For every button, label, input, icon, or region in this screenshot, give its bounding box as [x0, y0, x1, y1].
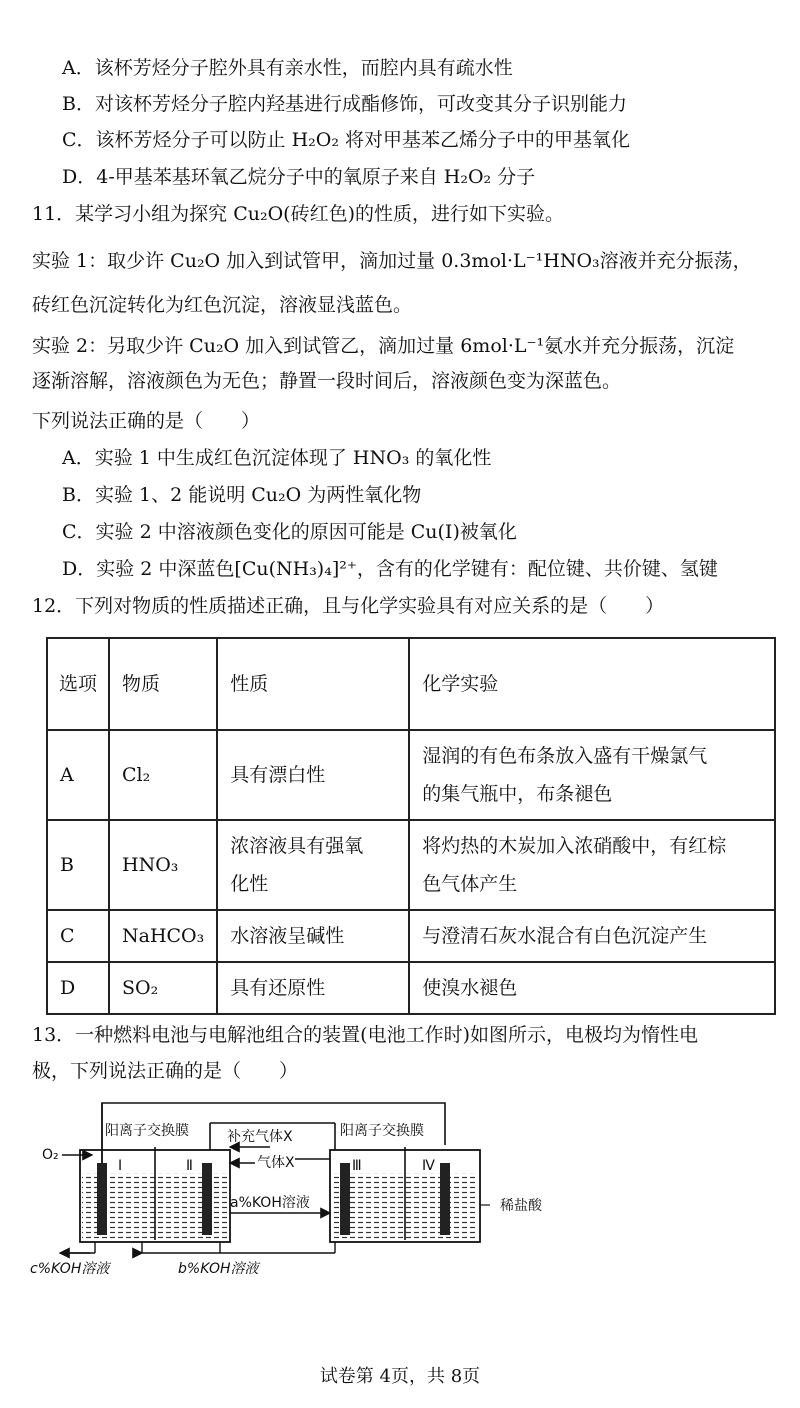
- membrane-label-right: 阳离子交换膜: [340, 1123, 424, 1139]
- row-option: B: [47, 820, 109, 910]
- q12-stem: 12．下列对物质的性质描述正确，且与化学实验具有对应关系的是（ ）: [32, 595, 665, 617]
- q11-option-c: C．实验 2 中溶液颜色变化的原因可能是 Cu(Ⅰ)被氧化: [62, 521, 517, 543]
- header-substance: 物质: [109, 638, 217, 730]
- q11-exp1-line2: 砖红色沉淀转化为红色沉淀，溶液显浅蓝色。: [32, 294, 413, 316]
- row-substance: Cl₂: [109, 730, 217, 820]
- row-substance: SO₂: [109, 962, 217, 1014]
- q13-stem-line1: 13．一种燃料电池与电解池组合的装置(电池工作时)如图所示，电极均为惰性电: [32, 1024, 699, 1046]
- b-koh-label: b%KOH溶液: [178, 1261, 259, 1277]
- table-row: [47, 820, 775, 910]
- header-experiment: 化学实验: [409, 638, 775, 730]
- row-experiment-line2: 的集气瓶中，布条褪色: [422, 783, 613, 805]
- cell-1-label: Ⅰ: [118, 1158, 123, 1174]
- table-row: [47, 910, 775, 962]
- q12-table: [46, 637, 776, 1015]
- cell-3-label: Ⅲ: [352, 1158, 362, 1174]
- q11-option-b: B．实验 1、2 能说明 Cu₂O 为两性氧化物: [62, 484, 422, 506]
- gas-x-label: 气体X: [257, 1155, 295, 1171]
- row-option: D: [47, 962, 109, 1014]
- row-experiment: [409, 730, 775, 820]
- row-property-line1: 浓溶液具有强氧: [230, 835, 364, 857]
- table-row: [47, 730, 775, 820]
- electrode-2: [202, 1163, 212, 1235]
- q10-option-d: D．4-甲基苯基环氧乙烷分子中的氧原子来自 H₂O₂ 分子: [62, 166, 536, 188]
- electrode-3: [340, 1163, 350, 1235]
- row-option: A: [47, 730, 109, 820]
- c-koh-label: c%KOH溶液: [30, 1261, 110, 1277]
- a-koh-label: a%KOH溶液: [230, 1195, 310, 1211]
- electrode-1: [97, 1163, 107, 1235]
- q11-question: 下列说法正确的是（ ）: [32, 410, 261, 432]
- row-experiment: 与澄清石灰水混合有白色沉淀产生: [409, 910, 775, 962]
- q13-stem-line2: 极，下列说法正确的是（ ）: [32, 1060, 299, 1082]
- supplement-gas-label: 补充气体X: [227, 1129, 293, 1145]
- q11-exp2-line1: 实验 2：另取少许 Cu₂O 加入到试管乙，滴加过量 6mol·L⁻¹氨水并充分振荡，沉淀: [32, 335, 735, 357]
- cell-2-label: Ⅱ: [186, 1158, 193, 1174]
- row-property: [217, 820, 409, 910]
- q10-option-c: C．该杯芳烃分子可以防止 H₂O₂ 将对甲基苯乙烯分子中的甲基氧化: [62, 129, 630, 151]
- q10-option-b: B．对该杯芳烃分子腔内羟基进行成酯修饰，可改变其分子识别能力: [62, 93, 627, 115]
- row-experiment-line1: 湿润的有色布条放入盛有干燥氯气: [422, 745, 708, 767]
- table-row: [47, 962, 775, 1014]
- o2-label: O₂: [42, 1147, 59, 1163]
- row-property: 水溶液呈碱性: [217, 910, 409, 962]
- row-experiment-line1: 将灼热的木炭加入浓硝酸中，有红棕: [422, 835, 727, 857]
- q10-option-a: A．该杯芳烃分子腔外具有亲水性，而腔内具有疏水性: [62, 57, 513, 79]
- q11-option-d: D．实验 2 中深蓝色[Cu(NH₃)₄]²⁺，含有的化学键有：配位键、共价键、氢键: [62, 558, 718, 580]
- q11-stem: 11．某学习小组为探究 Cu₂O(砖红色)的性质，进行如下实验。: [32, 203, 565, 225]
- table-header-row: [47, 638, 775, 730]
- header-option: 选项: [47, 638, 109, 730]
- row-property: 具有漂白性: [217, 730, 409, 820]
- header-property: 性质: [217, 638, 409, 730]
- q11-exp2-line2: 逐渐溶解，溶液颜色为无色；静置一段时间后，溶液颜色变为深蓝色。: [32, 370, 622, 392]
- row-experiment-line2: 色气体产生: [422, 873, 518, 895]
- row-substance: NaHCO₃: [109, 910, 217, 962]
- membrane-label-left: 阳离子交换膜: [105, 1123, 189, 1139]
- row-substance: HNO₃: [109, 820, 217, 910]
- q11-exp1-line1: 实验 1：取少许 Cu₂O 加入到试管甲，滴加过量 0.3mol·L⁻¹HNO₃溶液并充分振荡，: [32, 250, 752, 272]
- q11-option-a: A．实验 1 中生成红色沉淀体现了 HNO₃ 的氧化性: [62, 447, 492, 469]
- cell-4-label: Ⅳ: [422, 1158, 435, 1174]
- hcl-label: 稀盐酸: [500, 1198, 542, 1214]
- electrochemical-cell-diagram: [30, 1095, 590, 1289]
- row-property: 具有还原性: [217, 962, 409, 1014]
- page-footer: 试卷第 4页，共 8页: [319, 1366, 481, 1387]
- electrode-4: [440, 1163, 450, 1235]
- row-experiment: [409, 820, 775, 910]
- row-option: C: [47, 910, 109, 962]
- row-experiment: 使溴水褪色: [409, 962, 775, 1014]
- row-property-line2: 化性: [230, 873, 269, 895]
